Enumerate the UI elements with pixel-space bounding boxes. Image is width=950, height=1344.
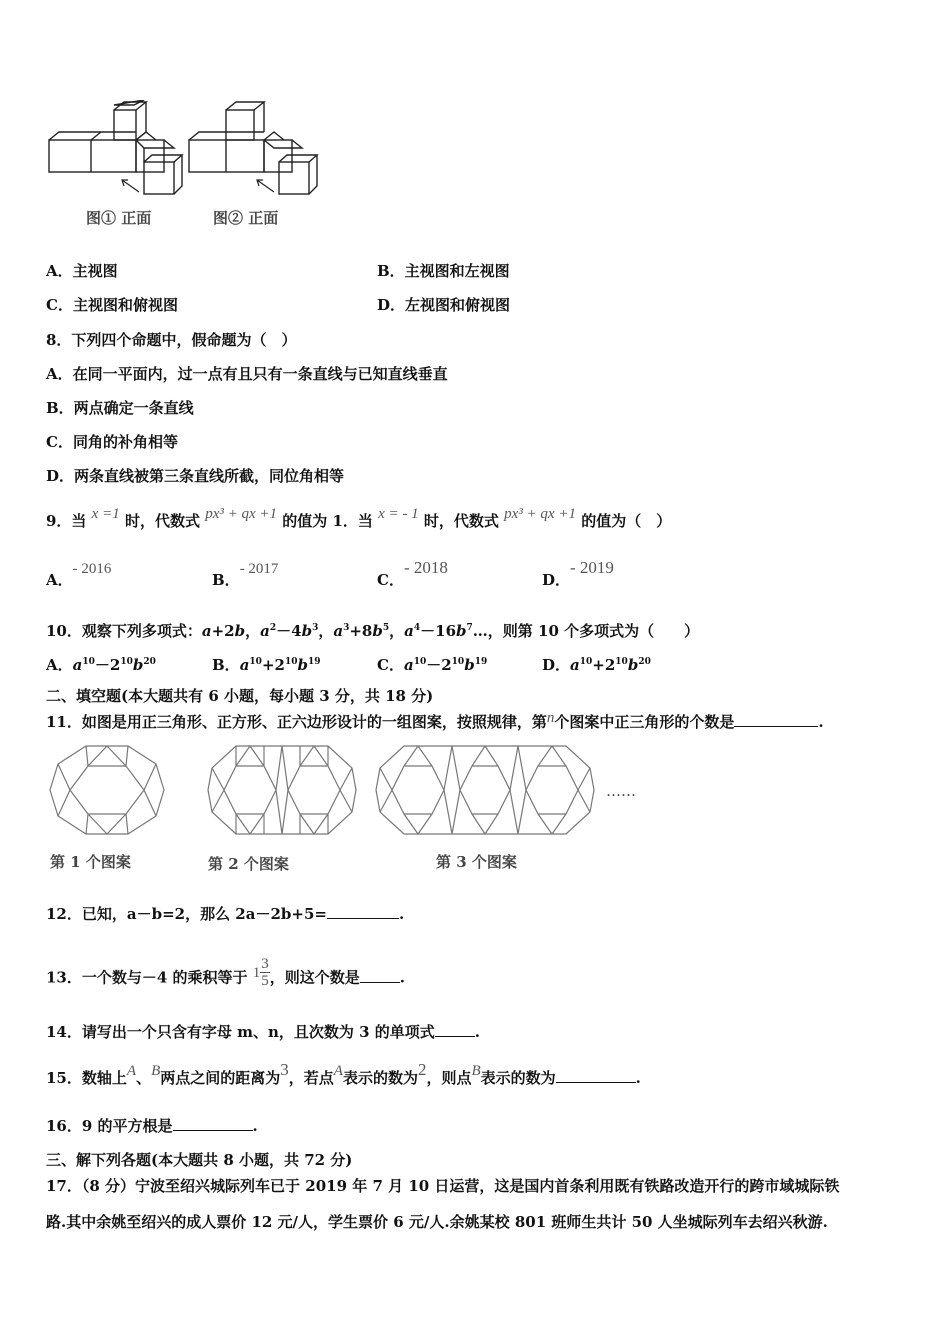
pattern-caption-1: 第 1 个图案 <box>50 853 131 871</box>
q8-stem: 8．下列四个命题中，假命题为（ ） <box>46 331 297 349</box>
cube-figure-2 <box>184 100 324 205</box>
q15-answer-blank[interactable] <box>556 1068 636 1083</box>
q8-option-c: C．同角的补角相等 <box>46 433 178 451</box>
q14-answer-blank[interactable] <box>435 1022 475 1037</box>
q13-stem: 13．一个数与－4 的乘积等于 1 $\frac{3}{5}$ ，则这个数是 . <box>46 956 406 989</box>
pattern-caption-2: 第 2 个图案 <box>208 855 289 873</box>
q10-option-b: B．$a^{10}+2^{10}b^{19}$ <box>212 656 321 674</box>
q9-option-a: A．- 2016 <box>46 561 112 589</box>
q11-answer-blank[interactable] <box>734 712 818 727</box>
q9-math-x2: x = - 1 <box>378 506 419 522</box>
q13-answer-blank[interactable] <box>360 968 400 983</box>
pattern-ellipsis: …… <box>606 782 636 800</box>
q14-stem: 14．请写出一个只含有字母 m、n，且次数为 3 的单项式 . <box>46 1023 480 1041</box>
q7-option-c: C．主视图和俯视图 <box>46 296 178 314</box>
q10-stem: 10．观察下列多项式：a+2b，$a^2-4b^3$，$a^3+8b^5$，$a^4-16b^7\dots$，则第 10 个多项式为（ ） <box>46 622 700 640</box>
pattern-figure-2 <box>206 744 358 836</box>
q16-stem: 16．9 的平方根是 . <box>46 1117 258 1135</box>
pattern-figure-1 <box>46 744 168 836</box>
q15-stem: 15．数轴上A、B两点之间的距离为3，若点A表示的数为2，则点B表示的数为 . <box>46 1060 641 1087</box>
q9-option-d: D．- 2019 <box>542 558 614 589</box>
section-2-title: 二、填空题(本大题共有 6 小题，每小题 3 分，共 18 分) <box>46 687 434 705</box>
q10-option-c: C．$a^{10}-2^{10}b^{19}$ <box>377 656 488 674</box>
q12-answer-blank[interactable] <box>327 904 399 919</box>
q16-answer-blank[interactable] <box>173 1116 253 1131</box>
q9-option-c: C．- 2018 <box>377 558 448 589</box>
figure-caption-2: 图② 正面 <box>213 209 279 227</box>
q9-option-b: B．- 2017 <box>212 561 279 589</box>
q8-option-a: A．在同一平面内，过一点有且只有一条直线与已知直线垂直 <box>46 365 448 383</box>
q12-stem: 12．已知，a－b=2，那么 2a－2b+5= . <box>46 905 405 923</box>
pattern-figure-3 <box>374 744 596 836</box>
q9-stem: 9．当 x =1 时，代数式 px³ + qx +1 的值为 1．当 x = - 1 时，代数式 px³ + qx +1 的值为（ ） <box>46 506 672 530</box>
q7-option-a: A．主视图 <box>46 262 118 280</box>
q8-option-d: D．两条直线被第三条直线所截，同位角相等 <box>46 467 345 485</box>
q9-math-expr1: px³ + qx +1 <box>205 506 277 522</box>
pattern-caption-3: 第 3 个图案 <box>436 853 517 871</box>
q8-option-b: B．两点确定一条直线 <box>46 399 194 417</box>
q7-option-d: D．左视图和俯视图 <box>377 296 511 314</box>
q17-line-2: 路.其中余姚至绍兴的成人票价 12 元/人，学生票价 6 元/人.余姚某校 801 班师生共计 50 人坐城际列车去绍兴秋游. <box>46 1213 828 1231</box>
q7-option-b: B．主视图和左视图 <box>377 262 510 280</box>
section-3-title: 三、解下列各题(本大题共 8 小题，共 72 分) <box>46 1151 353 1169</box>
q17-line-1: 17．（8 分）宁波至绍兴城际列车已于 2019 年 7 月 10 日运营，这是国内首条利用既有铁路改造开行的跨市域城际铁 <box>46 1177 840 1195</box>
figure-caption-1: 图① 正面 <box>86 209 152 227</box>
q10-option-a: A．$a^{10}-2^{10}b^{20}$ <box>46 656 156 674</box>
q11-stem: 11．如图是用正三角形、正方形、正六边形设计的一组图案，按照规律，第n个图案中正三角形的个数是 . <box>46 710 824 731</box>
q9-math-x1: x =1 <box>91 506 120 522</box>
cube-figure-1 <box>44 100 184 205</box>
q9-math-expr2: px³ + qx +1 <box>504 506 576 522</box>
q13-fraction: $\frac{3}{5}$ <box>261 956 269 989</box>
q10-option-d: D．$a^{10}+2^{10}b^{20}$ <box>542 656 651 674</box>
